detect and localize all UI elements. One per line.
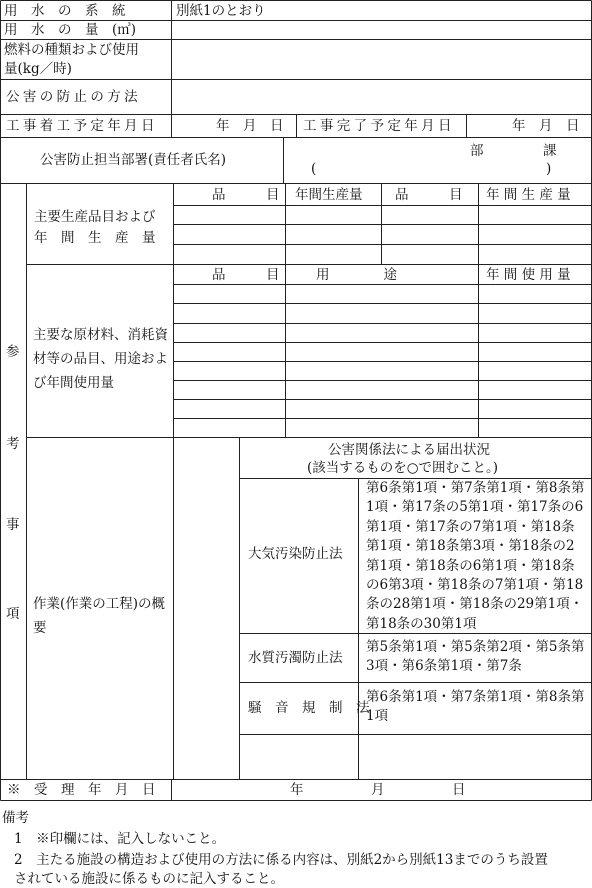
construction-end-date: 年 月 日 (512, 118, 580, 134)
law-water-pollution-articles: 第5条第1項・第5条第2項・第5条第3項・第6条第1項・第7条 (366, 639, 585, 675)
water-system-value: 別紙1のとおり (176, 3, 266, 19)
reference-side-char-2: 考 (6, 436, 20, 452)
water-system-label: 用 水 の 系 統 (4, 3, 126, 19)
pollution-prevention-label: 公害の防止の方法 (6, 89, 141, 105)
products-header-amount-2: 年 間 生 産 量 (486, 187, 571, 203)
law-air-pollution-articles: 第6条第1項・第7条第1項・第8条第1項・第17条の5第1項・第17条の6第1項・第17条の7第1項・第18条第1項・第18条第3項・第18条の2第1項・第18条の6第1項・第18条の6第3項・第18条の7第1項・第18条の28第1項・第18条の29第1項・第18条の30第1項 (366, 480, 585, 632)
materials-header-use: 用 途 (316, 267, 397, 283)
reference-side-char-3: 事 (6, 517, 20, 533)
materials-label: 主要な原材料、消耗資材等の品目、用途および年間使用量 (33, 327, 168, 391)
law-noise-regulation: 騒 音 規 制 法 (248, 700, 370, 716)
fuel-label-line1: 燃料の種類および使用 (4, 42, 139, 58)
note-item-1: 1 ※印欄には、記入しないこと。 (14, 831, 226, 847)
note-item-2: 2 主たる施設の構造および使用の方法に係る内容は、別紙2から別紙13までのうち設置 (14, 852, 548, 868)
note-item-2-cont: されている施設に係るものに記入すること。 (14, 871, 284, 887)
products-header-item-1: 品 目 (212, 187, 280, 203)
products-header-item-2: 品 目 (395, 187, 463, 203)
materials-header-item: 品 目 (212, 267, 280, 283)
construction-start-label: 工事着工予定年月日 (6, 118, 158, 134)
dept-ka: 課 (543, 143, 557, 159)
reference-side-char-4: 項 (6, 606, 20, 622)
law-air-pollution: 大気汚染防止法 (248, 546, 343, 562)
dept-bu: 部 (470, 143, 484, 159)
work-overview-label: 作業(作業の工程)の概要 (33, 596, 166, 636)
filing-status-title: 公害関係法による届出状況 (328, 442, 490, 458)
construction-end-label: 工事完了予定年月日 (303, 118, 455, 134)
products-label-line1: 主要生産品目および (34, 209, 156, 225)
receipt-date-label: ※ 受 理 年 月 日 (7, 782, 156, 798)
construction-start-date: 年 月 日 (216, 118, 284, 134)
paren-close: ) (546, 161, 552, 177)
materials-header-amount: 年 間 使 用 量 (486, 267, 571, 283)
products-label-line2: 年 間 生 産 量 (34, 230, 156, 246)
receipt-date-value: 年 月 日 (290, 782, 466, 798)
paren-open: ( (311, 161, 317, 177)
water-amount-label: 用 水 の 量 (㎥) (4, 22, 137, 38)
law-water-pollution: 水質汚濁防止法 (248, 650, 343, 666)
law-noise-regulation-articles: 第6条第1項・第7条第1項・第8条第1項 (366, 689, 585, 725)
responsible-dept-label: 公害防止担当部署(責任者氏名) (40, 152, 227, 168)
notes-title: 備考 (2, 810, 29, 826)
fuel-label-line2: 量(kg／時) (4, 61, 72, 77)
reference-side-char-1: 参 (6, 344, 20, 360)
filing-status-note: (該当するものを○で囲むこと。) (307, 460, 499, 476)
products-header-amount-1: 年間生産量 (295, 187, 363, 203)
